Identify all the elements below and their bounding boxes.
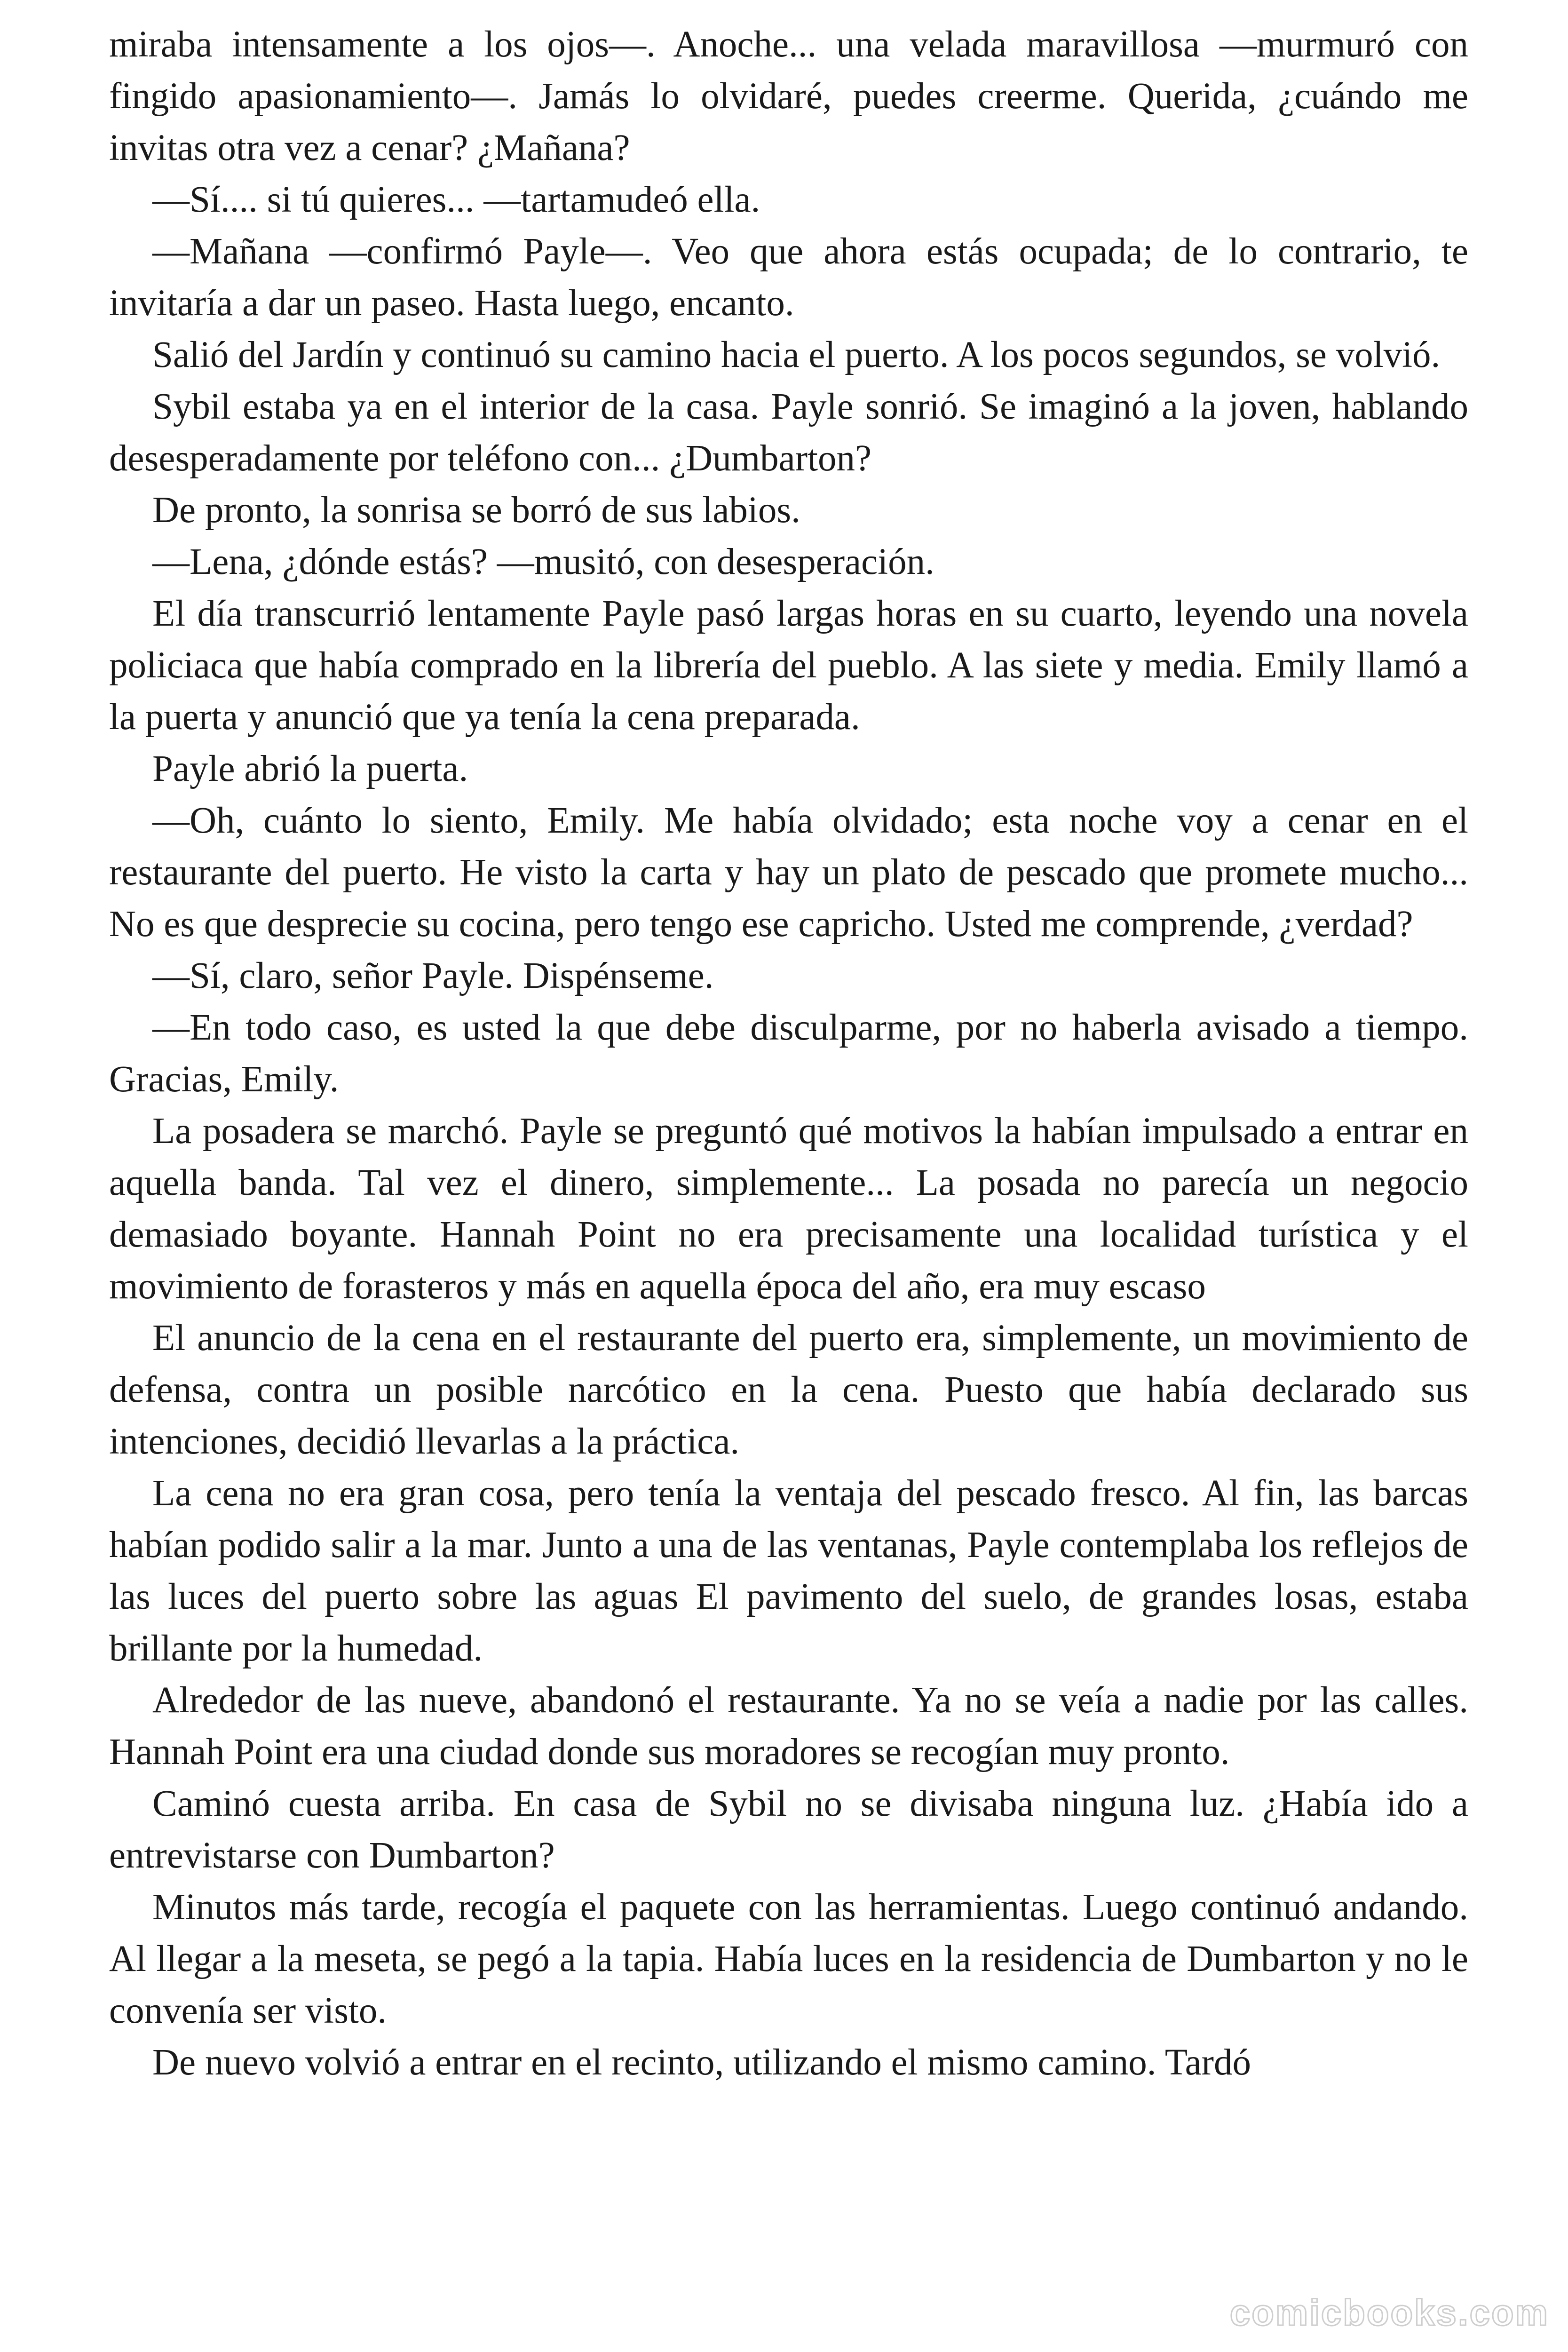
paragraph-14: El anuncio de la cena en el restaurante del puerto era, simplemente, un movimiento de defensa, contra un posible narcótico en la cena. Puesto que había declarado sus intenciones, decidió llevarlas a la práctica. — [109, 1318, 1468, 1462]
paragraph-3: —Mañana —confirmó Payle—. Veo que ahora estás ocupada; de lo contrario, te invitaría a dar un paseo. Hasta luego, encanto. — [109, 231, 1468, 324]
watermark-logo: comicbooks.com — [1229, 2292, 1549, 2333]
paragraph-15: La cena no era gran cosa, pero tenía la ventaja del pescado fresco. Al fin, las barcas habían podido salir a la mar. Junto a una de las ventanas, Payle contemplaba los reflejos de las luces del puerto sobre las aguas El pavimento del suelo, de grandes losas, estaba brillante por la humedad. — [109, 1473, 1468, 1669]
paragraph-6: De pronto, la sonrisa se borró de sus labios. — [152, 490, 800, 531]
paragraph-11: —Sí, claro, señor Payle. Dispénseme. — [152, 955, 714, 996]
paragraph-13: La posadera se marchó. Payle se preguntó qué motivos la habían impulsado a entrar en aquella banda. Tal vez el dinero, simplemente... La posada no parecía un negocio demasiado boyante. Hannah Point no era precisamente una localidad turística y el movimiento de forasteros y más en aquella época del año, era muy escaso — [109, 1111, 1468, 1307]
paragraph-18: Minutos más tarde, recogía el paquete con las herramientas. Luego continuó andando. Al llegar a la meseta, se pegó a la tapia. Había luces en la residencia de Dumbarton y no le convenía ser visto. — [109, 1887, 1468, 2031]
paragraph-19: De nuevo volvió a entrar en el recinto, utilizando el mismo camino. Tardó — [152, 2042, 1251, 2083]
paragraph-1: miraba intensamente a los ojos—. Anoche... una velada maravillosa —murmuró con fingido apasionamiento—. Jamás lo olvidaré, puedes creerme. Querida, ¿cuándo me invitas otra vez a cenar? ¿Mañana? — [109, 24, 1468, 168]
paragraph-12: —En todo caso, es usted la que debe disculparme, por no haberla avisado a tiempo. Gracias, Emily. — [109, 1007, 1468, 1100]
paragraph-9: Payle abrió la puerta. — [152, 748, 468, 789]
page-body — [109, 19, 1468, 2324]
paragraph-10: —Oh, cuánto lo siento, Emily. Me había olvidado; esta noche voy a cenar en el restaurante del puerto. He visto la carta y hay un plato de pescado que promete mucho... No es que desprecie su cocina, pero tengo ese capricho. Usted me comprende, ¿verdad? — [109, 800, 1468, 945]
paragraph-5: Sybil estaba ya en el interior de la casa. Payle sonrió. Se imaginó a la joven, hablando desesperadamente por teléfono con... ¿Dumbarton? — [109, 386, 1468, 479]
paragraph-16: Alrededor de las nueve, abandonó el restaurante. Ya no se veía a nadie por las calles. Hannah Point era una ciudad donde sus moradores se recogían muy pronto. — [109, 1680, 1468, 1772]
paragraph-7: —Lena, ¿dónde estás? —musitó, con desesperación. — [152, 541, 934, 582]
paragraph-4: Salió del Jardín y continuó su camino hacia el puerto. A los pocos segundos, se volvió. — [152, 334, 1441, 375]
paragraph-2: —Sí.... si tú quieres... —tartamudeó ella. — [152, 179, 760, 220]
paragraph-8: El día transcurrió lentamente Payle pasó largas horas en su cuarto, leyendo una novela policiaca que había comprado en la librería del pueblo. A las siete y media. Emily llamó a la puerta y anunció que ya tenía la cena preparada. — [109, 593, 1468, 738]
paragraph-17: Caminó cuesta arriba. En casa de Sybil no se divisaba ninguna luz. ¿Había ido a entrevistarse con Dumbarton? — [109, 1783, 1468, 1876]
